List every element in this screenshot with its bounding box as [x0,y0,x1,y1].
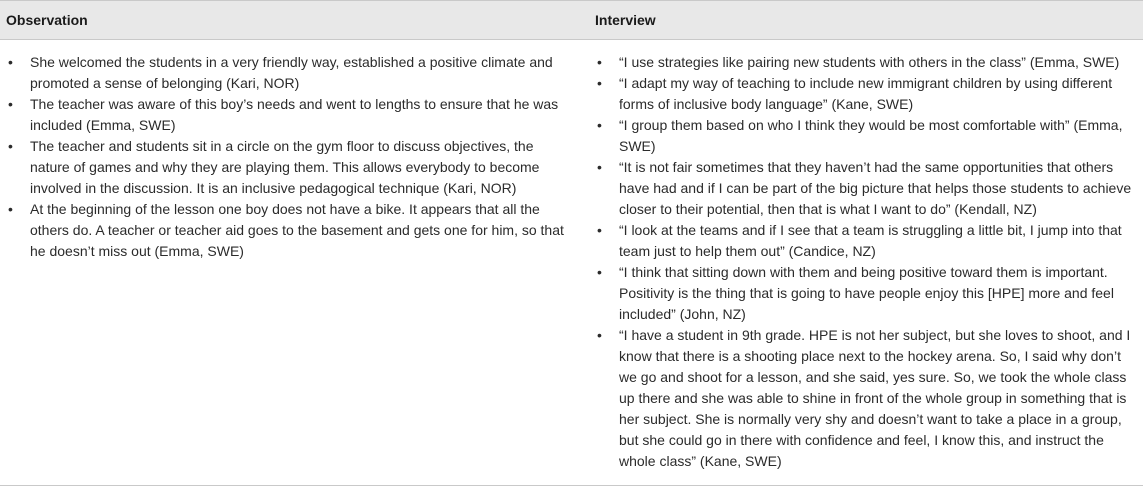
observation-item: • The teacher was aware of this boy’s needs and went to lengths to ensure that he was included (Emma, SWE) [6,94,581,136]
interview-item: • “I look at the teams and if I see that a team is struggling a little bit, I jump into that team just to help them out” (Candice, NZ) [595,220,1141,262]
interview-column [595,52,1143,485]
interview-item: • “I think that sitting down with them and being positive toward them is important. Positivity is the thing that is going to have people enjoy this [HPE] more and feel included” (John, NZ) [595,262,1141,325]
interview-item: • “It is not fair sometimes that they haven’t had the same opportunities that others have had and if I can be part of the big picture that helps those students to achieve closer to their potential, then that is what I want to do” (Kendall, NZ) [595,157,1141,220]
table-header-row [0,0,1143,40]
interview-item: • “I adapt my way of teaching to include new immigrant children by using different forms of inclusive body language” (Kane, SWE) [595,73,1141,115]
observation-item: • The teacher and students sit in a circle on the gym floor to discuss objectives, the nature of games and why they are playing them. This allows everybody to become involved in the discussion. It is an inclusive pedagogical technique (Kari, NOR) [6,136,581,199]
observation-item: • She welcomed the students in a very friendly way, established a positive climate and promoted a sense of belonging (Kari, NOR) [6,52,581,94]
interview-item: • “I use strategies like pairing new students with others in the class” (Emma, SWE) [595,52,1141,73]
observation-column [0,52,595,485]
interview-item: • “I group them based on who I think they would be most comfortable with” (Emma, SWE) [595,115,1141,157]
interview-list [595,52,1141,472]
interview-item: • “I have a student in 9th grade. HPE is not her subject, but she loves to shoot, and I know that there is a shooting place next to the hockey arena. So, I said why don’t we go and shoot for a lesson, and she said, yes sure. So, we took the whole class up there and she was able to shine in front of the whole group in something that is her subject. She is normally very shy and doesn’t want to take a place in a group, but she could go in there with confidence and feel, I know this, and instruct the whole class” (Kane, SWE) [595,325,1141,472]
observation-list [6,52,581,262]
observation-header: Observation [6,12,88,28]
interview-header: Interview [595,12,656,28]
observation-item: • At the beginning of the lesson one boy does not have a bike. It appears that all the others do. A teacher or teacher aid goes to the basement and gets one for him, so that he doesn’t miss out (Emma, SWE) [6,199,581,262]
table-body-row [0,40,1143,486]
